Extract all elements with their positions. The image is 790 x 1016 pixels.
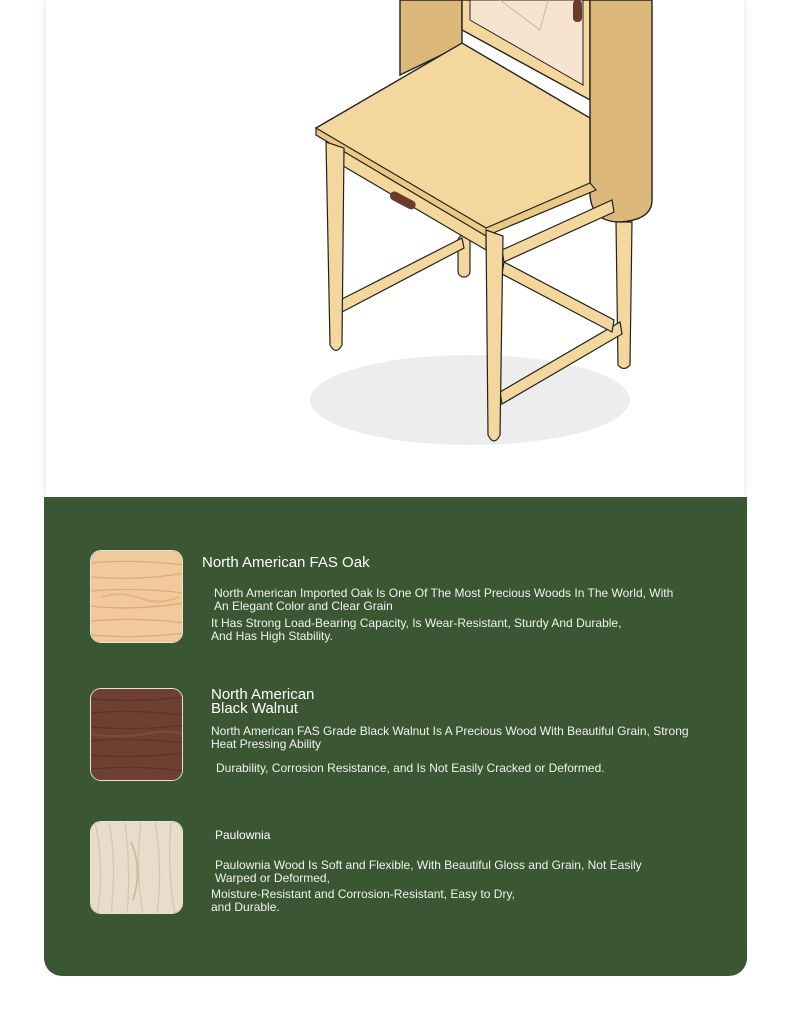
material-description: Paulownia Wood Is Soft and Flexible, With Beautiful Gloss and Grain, Not Easily Warped or Deformed, bbox=[215, 858, 642, 885]
material-title: North American FAS Oak bbox=[202, 554, 370, 571]
material-description: North American FAS Grade Black Walnut Is A Precious Wood With Beautiful Grain, Strong Heat Pressing Ability bbox=[211, 724, 689, 751]
material-description: North American Imported Oak Is One Of The Most Precious Woods In The World, With An Elegant Color and Clear Grain bbox=[214, 586, 674, 613]
material-description: Durability, Corrosion Resistance, and Is Not Easily Cracked or Deformed. bbox=[216, 761, 605, 775]
vanity-desk-illustration bbox=[0, 0, 790, 497]
material-description: It Has Strong Load-Bearing Capacity, Is Wear-Resistant, Sturdy And Durable, And Has High Stability. bbox=[211, 616, 622, 643]
material-description: Moisture-Resistant and Corrosion-Resistant, Easy to Dry, and Durable. bbox=[211, 887, 515, 914]
walnut-wood-swatch bbox=[90, 688, 183, 781]
oak-wood-swatch bbox=[90, 550, 183, 643]
paulownia-wood-swatch bbox=[90, 821, 183, 914]
material-title: Paulownia bbox=[215, 828, 271, 842]
material-title: North American Black Walnut bbox=[211, 686, 315, 717]
